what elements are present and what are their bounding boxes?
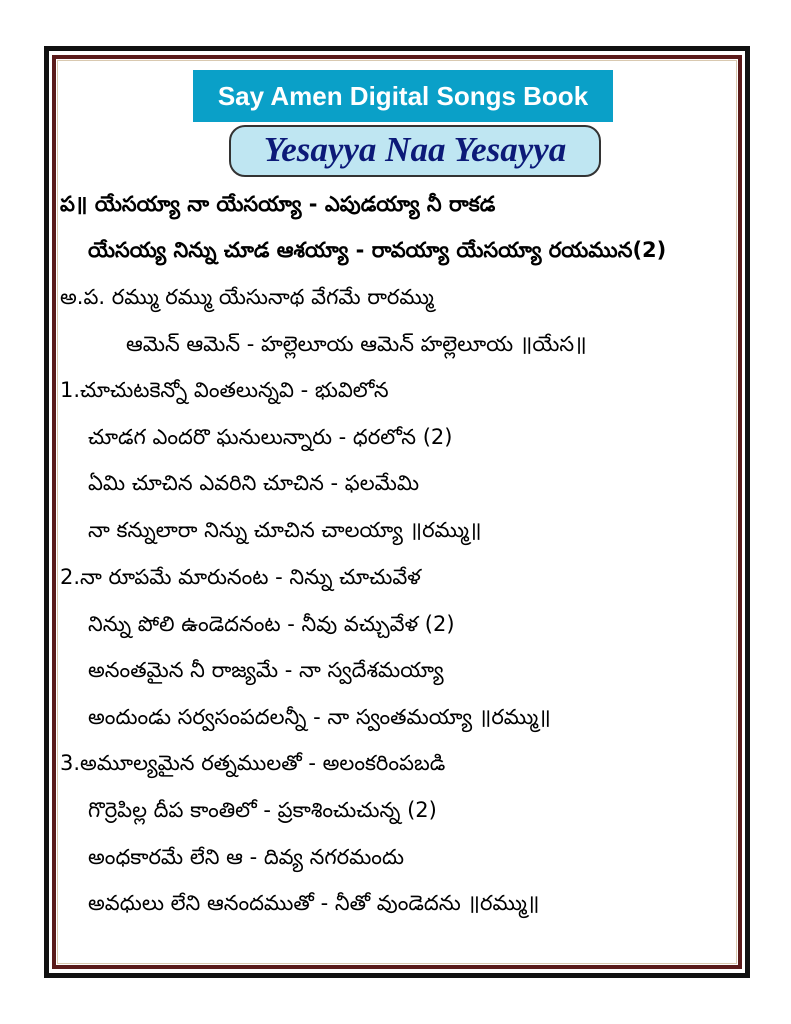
lyric-line: 1.చూచుటకెన్నో వింతలున్నవి - భువిలోన [60,378,389,402]
lyric-line: యేసయ్య నిన్ను చూడ ఆశయ్యా - రావయ్యా యేసయ్యా రయమున(2) [88,238,667,262]
lyric-line: నా కన్నులారా నిన్ను చూచిన చాలయ్యా ॥రమ్ము॥ [88,518,482,542]
lyric-line: 2.నా రూపమే మారునంట - నిన్ను చూచువేళ [60,565,421,589]
lyric-line: అందుండు సర్వసంపదలన్నీ - నా స్వంతమయ్యా ॥రమ్ము॥ [88,705,551,729]
book-banner: Say Amen Digital Songs Book [193,70,613,122]
lyric-line: ఆమెన్ ఆమెన్ - హల్లెలూయ ఆమెన్ హల్లెలూయ ॥యేస॥ [126,332,587,356]
lyric-line: అంధకారమే లేని ఆ - దివ్య నగరమందు [88,845,405,869]
lyric-line: ప॥ యేసయ్యా నా యేసయ్యా - ఎపుడయ్యా నీ రాకడ [60,192,496,216]
lyric-line: చూడగ ఎందరొ ఘనులున్నారు - ధరలోన (2) [88,425,453,449]
lyric-line: నిన్ను పోలి ఉండెదనంట - నీవు వచ్చువేళ (2) [88,612,455,636]
lyric-line: ఏమి చూచిన ఎవరిని చూచిన - ఫలమేమి [88,471,420,495]
lyric-line: అ.ప. రమ్ము రమ్ము యేసునాథ వేగమే రారమ్ము [60,285,434,309]
song-title: Yesayya Naa Yesayya [229,125,601,177]
lyric-line: అనంతమైన నీ రాజ్యమే - నా స్వదేశమయ్యా [88,658,444,682]
lyric-line: అవధులు లేని ఆనందముతో - నీతో వుండెదను ॥రమ్ము॥ [88,891,540,915]
lyric-line: 3.అమూల్యమైన రత్నములతో - అలంకరింపబడి [60,751,446,775]
lyric-line: గొర్రెపిల్ల దీప కాంతిలో - ప్రకాశించుచున్న (2) [88,798,437,822]
